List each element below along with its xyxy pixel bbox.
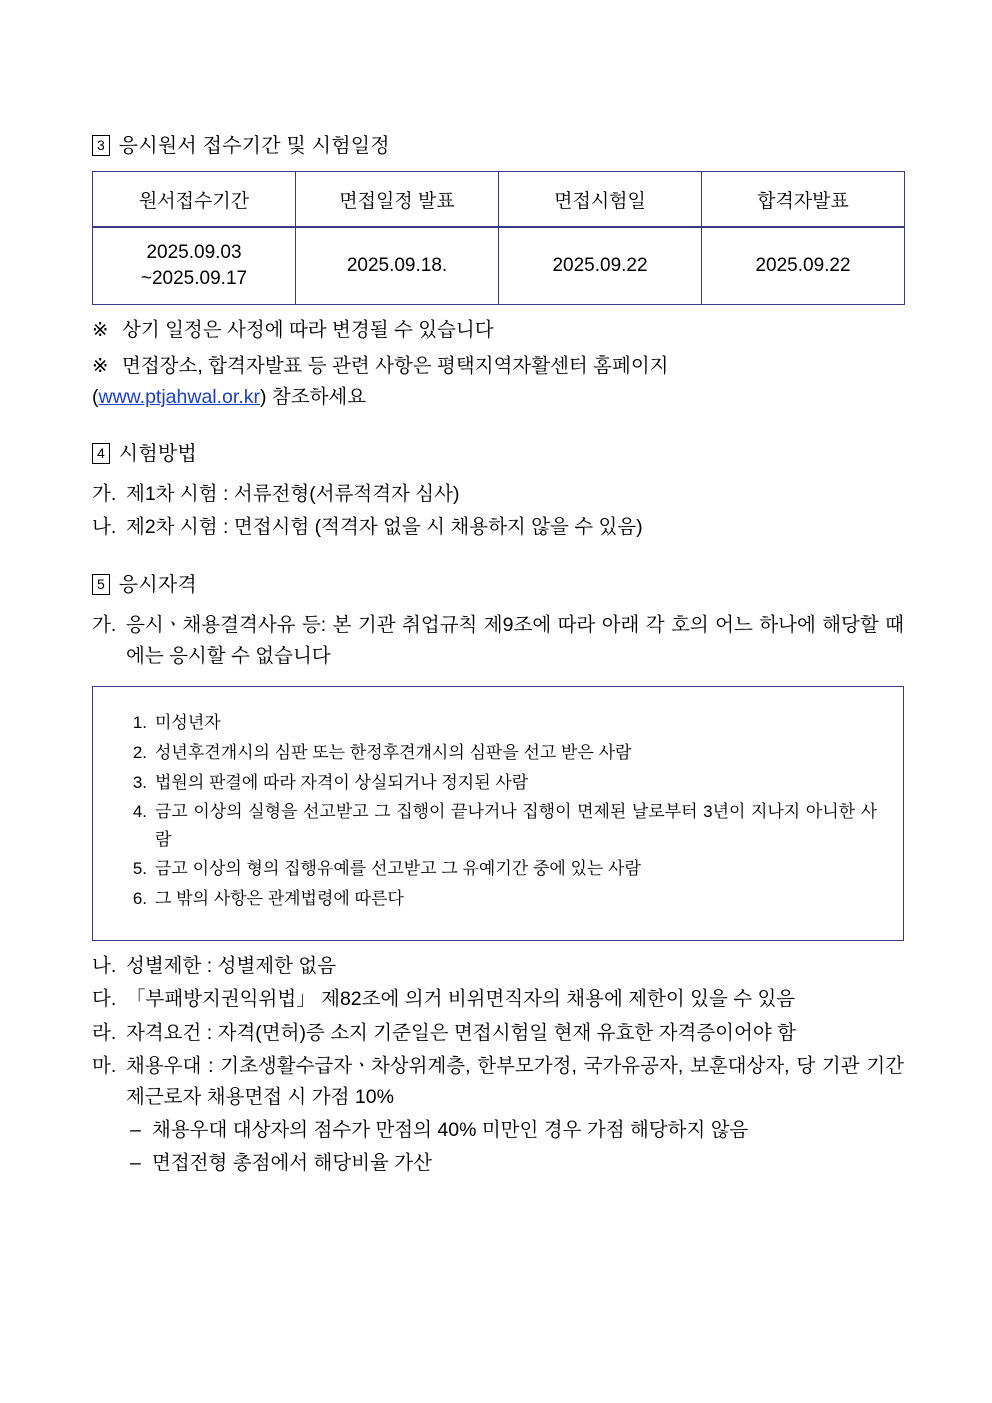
disqualification-box bbox=[92, 686, 904, 941]
dash-marker: – bbox=[130, 1152, 141, 1175]
item-label: 가. bbox=[92, 614, 117, 637]
item-label: 나. bbox=[92, 955, 117, 978]
item-text: 「부패방지권익위법」 제82조에 의거 비위면직자의 채용에 제한이 있을 수 있음 bbox=[126, 988, 796, 1011]
list-item-qualification-c bbox=[92, 984, 904, 1015]
paren-open: ( bbox=[92, 386, 99, 409]
item-label: 마. bbox=[92, 1054, 117, 1077]
section-number-3: 3 bbox=[92, 135, 110, 156]
item-text: 성별제한 : 성별제한 없음 bbox=[126, 955, 337, 978]
list-item-qualification-a bbox=[92, 610, 904, 672]
section-heading-5 bbox=[92, 571, 904, 600]
section-title-5: 응시자격 bbox=[118, 574, 197, 597]
list-item bbox=[119, 885, 877, 913]
sub-list-item-2 bbox=[130, 1148, 904, 1179]
column-header-interview-announcement: 면접일정 발표 bbox=[296, 172, 499, 228]
table-row bbox=[93, 227, 905, 305]
item-text: 제2차 시험 : 면접시험 (적격자 없을 시 채용하지 않을 수 있음) bbox=[126, 515, 643, 538]
cell-result-announcement: 2025.09.22 bbox=[702, 227, 905, 305]
note-text-2-tail: ) 참조하세요 bbox=[259, 386, 367, 409]
section-title-4: 시험방법 bbox=[118, 442, 197, 465]
list-item-qualification-e bbox=[92, 1051, 904, 1113]
list-item bbox=[119, 855, 877, 883]
item-number: 4. bbox=[132, 802, 147, 822]
list-item bbox=[119, 709, 877, 737]
application-period-end: ~2025.09.17 bbox=[140, 268, 248, 289]
item-text: 채용우대 : 기초생활수급자ㆍ차상위계층, 한부모가정, 국가유공자, 보훈대상자, 당 기관 기간제근로자 채용면접 시 가점 10% bbox=[126, 1054, 904, 1108]
item-text: 금고 이상의 형의 집행유예를 선고받고 그 유예기간 중에 있는 사람 bbox=[155, 859, 641, 879]
note-mark-2: ※ bbox=[92, 354, 109, 377]
item-text: 그 밖의 사항은 관계법령에 따른다 bbox=[155, 888, 404, 908]
list-item-exam-method-1 bbox=[92, 479, 904, 510]
list-item-exam-method-2 bbox=[92, 512, 904, 543]
note-homepage-line bbox=[92, 382, 904, 414]
note-text-1: 상기 일정은 사정에 따라 변경될 수 있습니다 bbox=[122, 319, 494, 341]
item-text: 응시ㆍ채용결격사유 등: 본 기관 취업규칙 제9조에 따라 아래 각 호의 어느 하나에 해당할 때에는 응시할 수 없습니다 bbox=[126, 614, 904, 668]
sub-list-item-1 bbox=[130, 1115, 904, 1146]
cell-interview-date: 2025.09.22 bbox=[499, 227, 702, 305]
application-period-start: 2025.09.03 bbox=[146, 242, 242, 264]
section-number-5: 5 bbox=[92, 574, 110, 595]
list-item bbox=[119, 769, 877, 797]
note-mark-1: ※ bbox=[92, 319, 109, 341]
section-heading-4 bbox=[92, 440, 904, 469]
cell-interview-announcement: 2025.09.18. bbox=[296, 227, 499, 305]
item-text: 법원의 판결에 따라 자격이 상실되거나 정지된 사람 bbox=[155, 772, 529, 792]
item-text: 금고 이상의 실형을 선고받고 그 집행이 끝나거나 집행이 면제된 날로부터 3년이 지나지 아니한 사람 bbox=[155, 802, 877, 849]
item-number: 2. bbox=[132, 743, 147, 763]
sub-item-text: 채용우대 대상자의 점수가 만점의 40% 미만인 경우 가점 해당하지 않음 bbox=[152, 1119, 749, 1142]
item-number: 6. bbox=[132, 888, 147, 908]
document-content bbox=[92, 132, 904, 1182]
disqualification-list bbox=[119, 709, 877, 912]
item-label: 나. bbox=[92, 515, 117, 538]
note-text-2: 면접장소, 합격자발표 등 관련 사항은 평택지역자활센터 홈페이지 bbox=[122, 354, 669, 377]
item-label: 다. bbox=[92, 988, 117, 1011]
item-number: 3. bbox=[132, 772, 147, 792]
item-label: 가. bbox=[92, 482, 117, 505]
section-number-4: 4 bbox=[92, 443, 110, 464]
table-header-row bbox=[93, 172, 905, 228]
column-header-application-period: 원서접수기간 bbox=[93, 172, 296, 228]
item-label: 라. bbox=[92, 1021, 117, 1044]
item-text: 제1차 시험 : 서류전형(서류적격자 심사) bbox=[126, 482, 460, 505]
section-heading-3 bbox=[92, 132, 904, 161]
dash-marker: – bbox=[130, 1119, 141, 1142]
homepage-link[interactable]: www.ptjahwal.or.kr bbox=[98, 386, 260, 409]
item-number: 5. bbox=[132, 859, 147, 879]
list-item-qualification-b bbox=[92, 951, 904, 982]
item-text: 성년후견개시의 심판 또는 한정후견개시의 심판을 선고 받은 사람 bbox=[155, 743, 632, 763]
list-item-qualification-d bbox=[92, 1018, 904, 1049]
item-text: 미성년자 bbox=[155, 713, 221, 733]
column-header-interview-date: 면접시험일 bbox=[499, 172, 702, 228]
list-item bbox=[119, 739, 877, 767]
cell-application-period bbox=[93, 227, 296, 305]
list-item bbox=[119, 798, 877, 853]
sub-item-text: 면접전형 총점에서 해당비율 가산 bbox=[152, 1152, 432, 1175]
note-schedule-change bbox=[92, 315, 904, 347]
section-title-3: 응시원서 접수기간 및 시험일정 bbox=[118, 135, 390, 157]
item-text: 자격요건 : 자격(면허)증 소지 기준일은 면접시험일 현재 유효한 자격증이어야 함 bbox=[126, 1021, 796, 1044]
schedule-table bbox=[92, 171, 905, 305]
item-number: 1. bbox=[132, 713, 147, 733]
column-header-result-announcement: 합격자발표 bbox=[702, 172, 905, 228]
note-interview-location bbox=[92, 351, 904, 383]
